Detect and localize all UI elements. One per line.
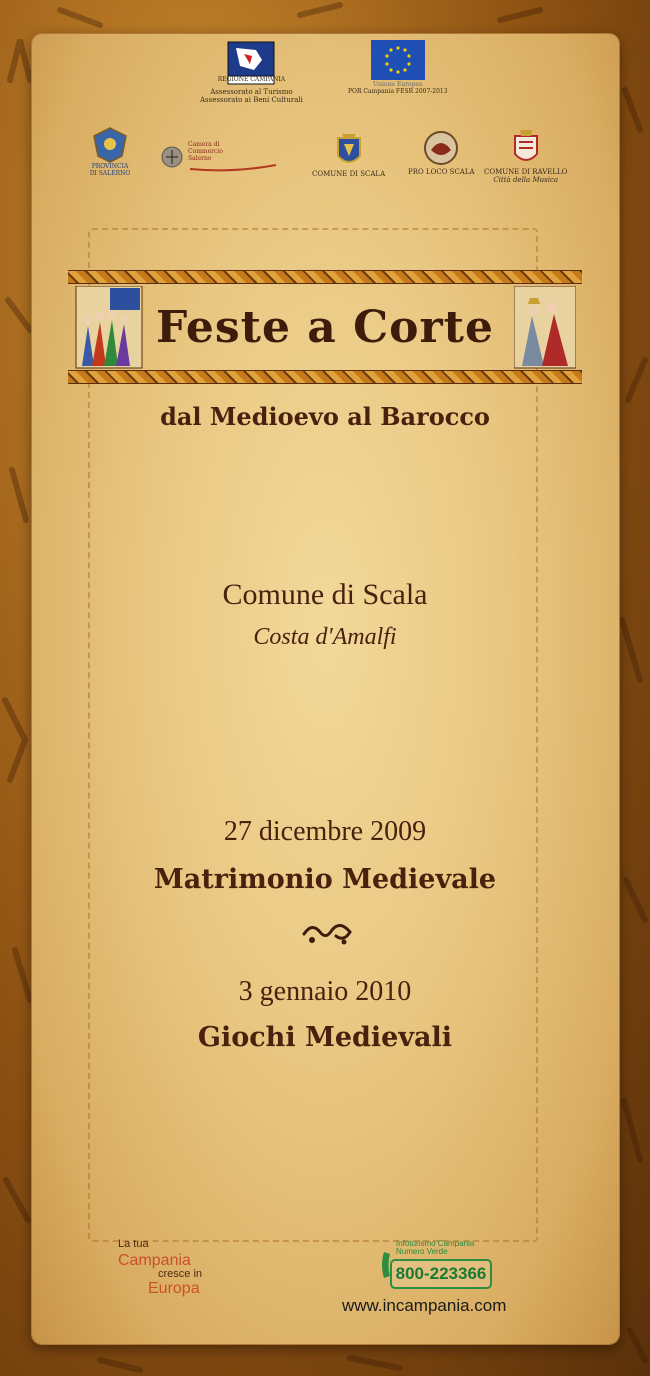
location-area: Costa d'Amalfi [253, 624, 397, 650]
slogan-line-4: Europa [148, 1280, 200, 1297]
pro-loco-caption: PRO LOCO SCALA [408, 168, 475, 176]
comune-ravello-logo [484, 128, 567, 184]
comune-scala-caption: COMUNE DI SCALA [312, 170, 386, 178]
banner-bottom-border [68, 370, 582, 384]
title-banner [68, 270, 582, 382]
ravello-motto: Città della Musica [493, 176, 559, 185]
camera-swoosh-icon [188, 163, 278, 173]
provincia-caption: PROVINCIA DI SALERNO [89, 163, 131, 177]
eu-caption-2: POR Campania FESR 2007-2013 [348, 87, 448, 95]
numero-verde [380, 1240, 490, 1290]
camera-caption: Camera di Commercio Salerno [188, 141, 223, 162]
infoturismo-label: Infoturismo Campania [396, 1239, 475, 1248]
phone-number[interactable]: 800-223366 [390, 1259, 492, 1289]
slogan-line-2: Campania [118, 1252, 191, 1269]
location-comune: Comune di Scala [222, 578, 428, 611]
banner-top-border [68, 270, 582, 284]
eu-flag-icon [371, 40, 425, 80]
pro-loco-emblem-icon [423, 130, 459, 170]
campania-europa-slogan [118, 1238, 228, 1298]
provincia-crest-icon [90, 126, 130, 164]
event-2-name: Giochi Medievali [197, 1022, 453, 1053]
scala-crest-icon [334, 132, 364, 170]
regione-campania-logo [200, 40, 303, 104]
event-1-name: Matrimonio Medievale [153, 864, 497, 895]
pro-loco-logo [408, 130, 475, 176]
eu-caption-1: Unione Europea [373, 81, 423, 88]
slogan-line-3: cresce in [158, 1268, 203, 1280]
provincia-logo [88, 126, 132, 178]
subtitle: dal Medioevo al Barocco [160, 402, 490, 431]
event-2-date: 3 gennaio 2010 [238, 976, 412, 1007]
comune-ravello-caption: COMUNE DI RAVELLO [484, 168, 568, 176]
eu-logo [348, 40, 448, 96]
event-1-date: 27 dicembre 2009 [223, 816, 427, 847]
regione-name: REGIONE CAMPANIA [217, 76, 286, 83]
camera-emblem-icon [160, 144, 184, 170]
medieval-couple-right-icon [514, 286, 576, 370]
page-title: Feste a Corte [156, 302, 494, 353]
phone-handset-icon [380, 1250, 394, 1280]
slogan-line-1: La tua [118, 1238, 149, 1250]
numero-verde-label: Numero Verde [396, 1247, 448, 1257]
comune-scala-logo [312, 132, 385, 178]
ornamental-divider-icon [300, 918, 354, 948]
regione-caption-1: Assessorato al Turismo [210, 87, 293, 96]
camera-commercio-logo [160, 142, 278, 173]
ravello-crest-icon [511, 128, 541, 168]
website-link[interactable]: www.incampania.com [342, 1296, 507, 1315]
regione-caption-2: Assessorato ai Beni Culturali [200, 95, 303, 104]
